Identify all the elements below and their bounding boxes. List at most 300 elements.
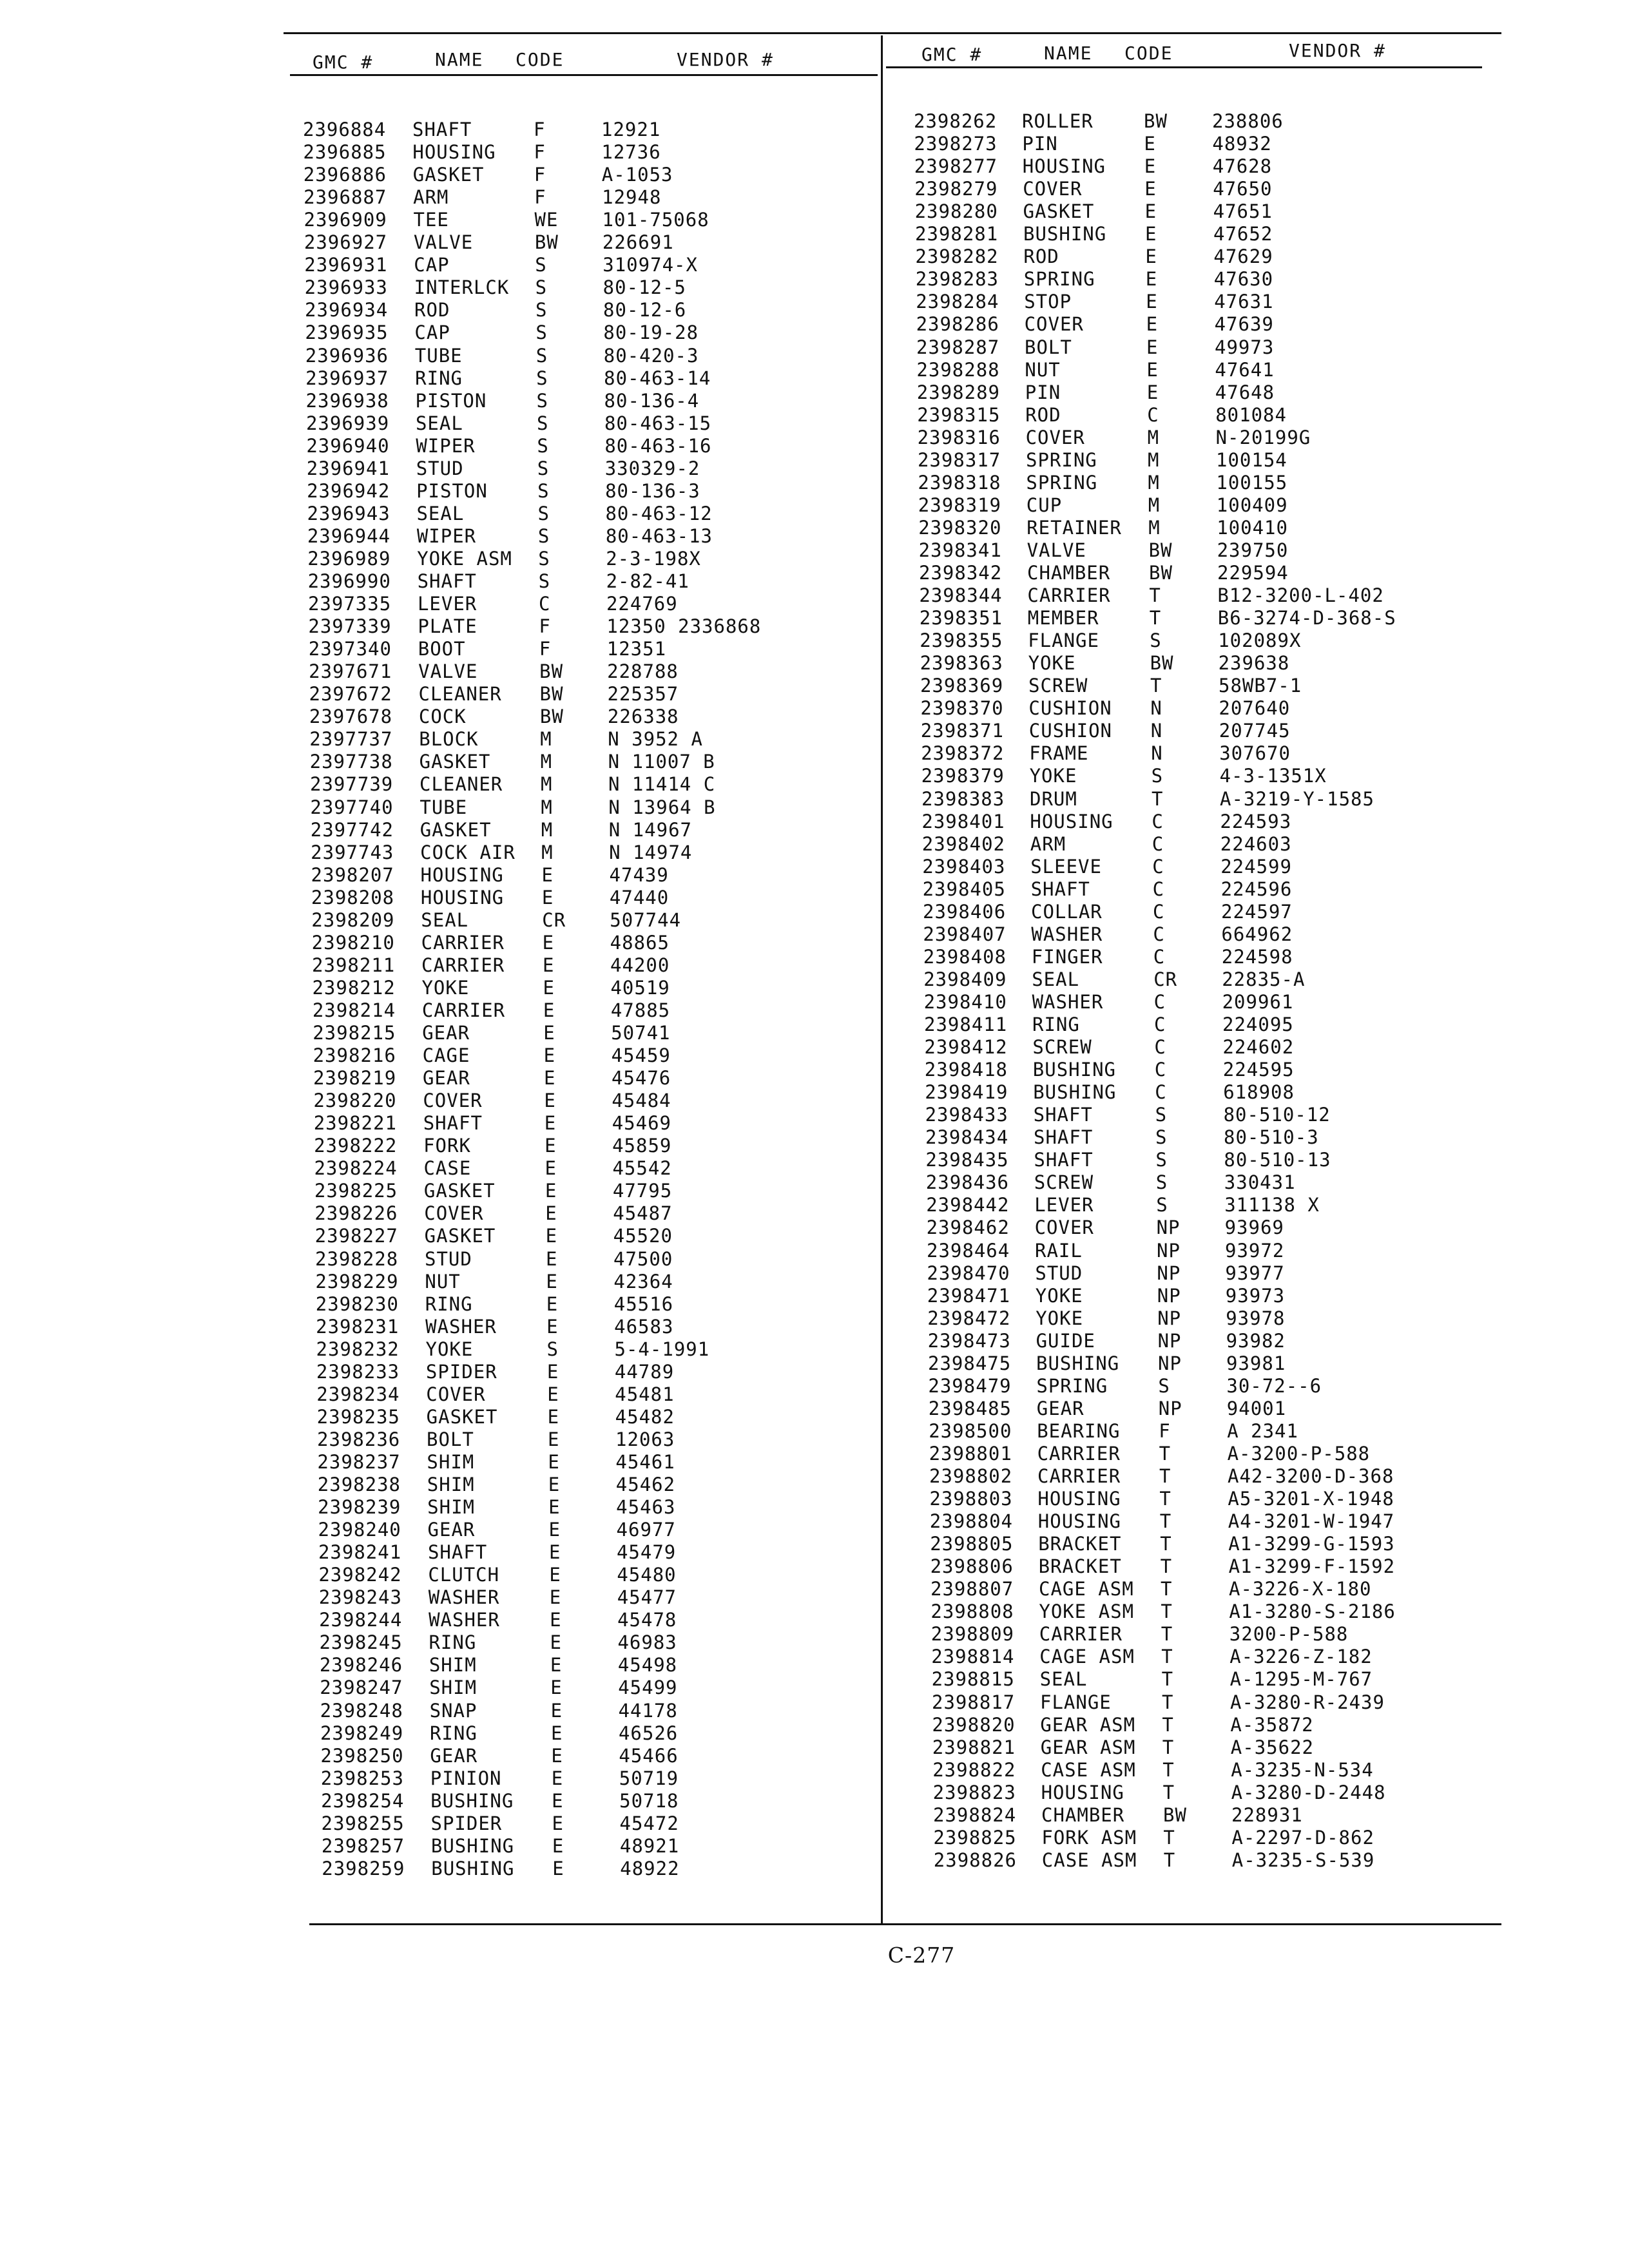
cell-code: S: [1155, 1171, 1168, 1194]
cell-name: HOUSING: [1041, 1781, 1124, 1803]
table-row: [309, 638, 889, 660]
cell-vendor: 45498: [617, 1654, 678, 1677]
cell-vendor: A-35622: [1230, 1736, 1315, 1758]
cell-gmc: 2398808: [930, 1600, 1014, 1623]
cell-code: S: [1155, 1126, 1168, 1149]
cell-vendor: 507744: [610, 908, 682, 931]
cell-gmc: 2398402: [921, 832, 1006, 855]
cell-name: PISTON: [416, 479, 488, 502]
table-row: [304, 231, 884, 253]
cell-name: SCREW: [1032, 1036, 1092, 1059]
cell-code: E: [545, 1157, 557, 1180]
cell-code: M: [540, 728, 552, 751]
table-row: [924, 1036, 1504, 1058]
cell-vendor: 664962: [1221, 923, 1293, 945]
table-row: [931, 1623, 1511, 1645]
cell-name: SHAFT: [1033, 1104, 1093, 1126]
table-row: [914, 110, 1494, 132]
table-row: [304, 186, 883, 208]
cell-gmc: 2397340: [308, 638, 392, 660]
cell-vendor: 48922: [620, 1857, 680, 1879]
cell-vendor: 229594: [1217, 562, 1289, 584]
cell-vendor: 224593: [1220, 810, 1292, 832]
cell-name: SEAL: [416, 502, 465, 524]
right-vendor-header: VENDOR #: [1289, 40, 1386, 61]
cell-name: BUSHING: [1033, 1081, 1117, 1104]
cell-code: E: [544, 1090, 556, 1112]
table-row: [308, 615, 888, 637]
cell-code: C: [1153, 900, 1165, 923]
cell-gmc: 2398369: [920, 675, 1004, 697]
cell-code: S: [535, 322, 548, 344]
table-row: [916, 268, 1496, 290]
cell-name: GEAR: [422, 1067, 470, 1090]
table-row: [928, 1375, 1508, 1397]
table-row: [319, 1609, 899, 1631]
table-row: [307, 503, 887, 524]
cell-code: E: [545, 1135, 557, 1157]
cell-gmc: 2398434: [925, 1126, 1009, 1149]
cell-code: E: [1146, 381, 1159, 403]
cell-code: S: [546, 1338, 559, 1360]
table-row: [320, 1745, 900, 1767]
cell-vendor: 307670: [1219, 742, 1291, 765]
cell-vendor: 45520: [613, 1225, 673, 1247]
cell-gmc: 2396927: [304, 231, 388, 254]
table-row: [921, 720, 1501, 742]
cell-vendor: 46977: [616, 1519, 676, 1541]
table-row: [315, 1225, 895, 1247]
cell-vendor: 47641: [1215, 358, 1275, 381]
cell-name: WASHER: [429, 1609, 500, 1631]
cell-gmc: 2396941: [306, 457, 390, 479]
cell-gmc: 2398408: [923, 945, 1007, 968]
cell-vendor: N-20199G: [1215, 426, 1311, 448]
cell-code: F: [534, 141, 546, 164]
cell-name: CASE ASM: [1041, 1849, 1137, 1871]
table-row: [916, 313, 1496, 335]
cell-name: SPIDER: [430, 1812, 503, 1834]
cell-gmc: 2396942: [307, 479, 390, 502]
cell-gmc: 2398248: [320, 1699, 403, 1722]
table-row: [933, 1782, 1513, 1803]
table-row: [316, 1338, 896, 1360]
cell-name: CLUTCH: [428, 1564, 500, 1586]
cell-vendor: A1-3280-S-2186: [1229, 1600, 1396, 1623]
cell-name: COVER: [424, 1202, 484, 1225]
cell-name: SCREW: [1034, 1171, 1094, 1194]
cell-code: E: [550, 1699, 563, 1722]
cell-name: SCREW: [1028, 675, 1088, 697]
cell-gmc: 2398318: [918, 471, 1001, 494]
cell-name: COVER: [423, 1090, 483, 1112]
right-name-header: NAME: [1044, 43, 1093, 64]
cell-vendor: 47639: [1214, 313, 1274, 336]
cell-vendor: 45469: [612, 1112, 672, 1135]
table-row: [915, 245, 1495, 267]
cell-name: BUSHING: [1023, 223, 1107, 245]
cell-gmc: 2396931: [304, 254, 388, 276]
table-row: [923, 901, 1503, 923]
cell-vendor: 45484: [612, 1090, 671, 1112]
cell-gmc: 2396886: [303, 164, 387, 186]
cell-code: CR: [1153, 968, 1178, 990]
cell-vendor: 93978: [1226, 1307, 1286, 1329]
cell-code: E: [545, 1202, 557, 1225]
cell-gmc: 2398211: [312, 954, 396, 976]
cell-gmc: 2398419: [925, 1081, 1008, 1104]
cell-name: BUSHING: [430, 1789, 514, 1812]
cell-vendor: 224595: [1222, 1059, 1295, 1081]
cell-vendor: N 14974: [609, 841, 693, 863]
cell-code: E: [1144, 178, 1157, 200]
cell-name: HOUSING: [412, 141, 496, 164]
cell-code: E: [548, 1474, 561, 1495]
cell-gmc: 2397672: [309, 683, 392, 706]
top-rule: [284, 32, 1501, 34]
cell-code: S: [535, 299, 548, 322]
cell-gmc: 2398242: [318, 1564, 402, 1586]
cell-vendor: 224095: [1222, 1014, 1294, 1035]
cell-gmc: 2398238: [317, 1474, 401, 1495]
cell-code: E: [550, 1677, 563, 1699]
cell-name: HOUSING: [420, 886, 505, 908]
cell-vendor: 47500: [613, 1247, 673, 1270]
cell-code: N: [1150, 720, 1163, 742]
cell-vendor: 207745: [1219, 720, 1291, 742]
cell-name: BUSHING: [1036, 1352, 1120, 1374]
table-row: [322, 1858, 901, 1879]
cell-name: BUSHING: [1032, 1059, 1117, 1081]
cell-code: E: [547, 1383, 559, 1405]
cell-code: M: [1148, 516, 1161, 539]
cell-name: SNAP: [429, 1699, 477, 1722]
cell-vendor: 618908: [1223, 1081, 1295, 1104]
cell-gmc: 2398282: [915, 245, 999, 268]
cell-vendor: 93973: [1225, 1284, 1286, 1307]
cell-code: E: [546, 1315, 559, 1338]
cell-name: GEAR: [430, 1744, 478, 1767]
table-row: [924, 1014, 1504, 1035]
cell-code: T: [1163, 1849, 1176, 1871]
cell-gmc: 2396909: [304, 209, 387, 231]
cell-code: T: [1159, 1442, 1171, 1465]
cell-name: WIPER: [416, 434, 476, 457]
table-row: [929, 1420, 1509, 1442]
cell-code: T: [1160, 1555, 1173, 1578]
cell-gmc: 2396884: [303, 119, 387, 140]
cell-gmc: 2398216: [313, 1044, 396, 1067]
cell-name: GEAR ASM: [1040, 1713, 1136, 1736]
cell-code: F: [539, 638, 552, 660]
cell-name: PLATE: [418, 615, 477, 638]
cell-gmc: 2398473: [927, 1329, 1011, 1352]
cell-name: CUP: [1026, 494, 1063, 516]
cell-code: T: [1159, 1465, 1171, 1487]
cell-code: E: [1146, 336, 1159, 358]
table-row: [318, 1519, 898, 1541]
cell-name: SPRING: [1036, 1374, 1108, 1397]
cell-code: WE: [534, 209, 559, 231]
cell-gmc: 2398372: [921, 742, 1005, 765]
cell-vendor: 47628: [1212, 155, 1273, 178]
cell-code: E: [548, 1541, 561, 1564]
cell-code: M: [1148, 494, 1161, 516]
cell-vendor: A1-3299-F-1592: [1228, 1555, 1396, 1578]
cell-vendor: 48921: [619, 1834, 680, 1857]
cell-name: CARRIER: [421, 999, 506, 1021]
cell-name: ROD: [414, 299, 450, 322]
table-row: [928, 1352, 1508, 1374]
table-row: [927, 1307, 1507, 1329]
table-row: [921, 811, 1501, 832]
table-row: [914, 133, 1494, 155]
cell-vendor: 101-75068: [602, 209, 709, 231]
table-row: [309, 706, 889, 727]
cell-name: YOKE: [425, 1338, 474, 1360]
table-row: [318, 1474, 898, 1495]
table-row: [313, 1044, 893, 1066]
cell-gmc: 2398479: [928, 1374, 1012, 1397]
cell-gmc: 2398208: [311, 886, 395, 908]
cell-vendor: 30-72--6: [1226, 1374, 1322, 1397]
cell-name: COVER: [1025, 426, 1085, 448]
cell-code: E: [547, 1405, 560, 1428]
cell-name: RING: [425, 1293, 473, 1315]
cell-gmc: 2398283: [915, 268, 999, 291]
table-row: [918, 472, 1498, 494]
cell-gmc: 2398280: [914, 200, 998, 223]
cell-gmc: 2398814: [931, 1646, 1015, 1668]
cell-code: E: [1146, 291, 1158, 313]
cell-gmc: 2398215: [313, 1022, 396, 1044]
cell-vendor: 45477: [617, 1586, 677, 1609]
cell-name: SHAFT: [1034, 1149, 1094, 1171]
cell-name: VALVE: [1027, 539, 1086, 561]
cell-gmc: 2398253: [320, 1767, 404, 1789]
table-row: [920, 629, 1499, 651]
cell-name: GASKET: [412, 164, 485, 186]
cell-name: BOLT: [427, 1428, 474, 1450]
cell-name: FLANGE: [1040, 1691, 1112, 1713]
cell-name: CAP: [414, 322, 450, 344]
cell-name: CARRIER: [1037, 1465, 1121, 1487]
cell-gmc: 2398249: [320, 1722, 404, 1744]
cell-vendor: 228788: [607, 660, 679, 683]
cell-gmc: 2398436: [925, 1171, 1010, 1194]
cell-vendor: 94001: [1226, 1397, 1287, 1419]
cell-name: BUSHING: [430, 1834, 515, 1857]
cell-name: YOKE: [1035, 1284, 1083, 1307]
cell-gmc: 2398341: [918, 539, 1002, 561]
cell-name: GEAR: [422, 1022, 470, 1044]
cell-vendor: 47440: [609, 886, 670, 908]
cell-code: NP: [1156, 1216, 1181, 1239]
cell-gmc: 2398407: [923, 923, 1007, 945]
cell-vendor: 102089X: [1218, 629, 1302, 652]
table-row: [919, 539, 1499, 561]
cell-code: BW: [539, 660, 564, 683]
cell-gmc: 2398257: [321, 1834, 405, 1857]
table-row: [310, 773, 890, 795]
table-row: [315, 1271, 895, 1293]
cell-code: E: [549, 1564, 561, 1586]
cell-gmc: 2396944: [307, 524, 391, 547]
cell-vendor: 311138 X: [1224, 1194, 1320, 1216]
cell-code: E: [551, 1767, 564, 1789]
cell-code: M: [541, 773, 553, 796]
table-row: [311, 909, 891, 931]
cell-gmc: 2398471: [927, 1284, 1011, 1307]
cell-code: S: [1158, 1374, 1170, 1397]
cell-code: NP: [1157, 1329, 1182, 1352]
cell-gmc: 2398815: [931, 1668, 1015, 1691]
cell-code: S: [535, 276, 548, 299]
cell-code: BW: [1148, 539, 1173, 561]
cell-code: T: [1149, 607, 1162, 629]
cell-name: SPRING: [1023, 268, 1095, 291]
cell-vendor: 44789: [614, 1360, 675, 1383]
cell-code: E: [543, 1044, 556, 1067]
cell-gmc: 2398363: [920, 652, 1003, 675]
cell-code: S: [538, 547, 550, 570]
table-row: [923, 968, 1503, 990]
cell-vendor: 80-463-14: [604, 367, 711, 389]
cell-code: C: [1154, 1036, 1166, 1059]
cell-gmc: 2396990: [307, 570, 391, 592]
table-row: [314, 1180, 894, 1202]
cell-vendor: 80-19-28: [603, 322, 699, 344]
cell-name: SHIM: [427, 1496, 476, 1519]
cell-code: T: [1150, 675, 1162, 697]
table-row: [313, 1067, 893, 1089]
table-row: [307, 457, 887, 479]
cell-vendor: 12063: [615, 1428, 675, 1450]
cell-gmc: 2397671: [309, 660, 392, 683]
cell-gmc: 2398220: [313, 1090, 397, 1112]
cell-gmc: 2397740: [310, 796, 394, 818]
cell-vendor: 224598: [1221, 945, 1293, 968]
cell-vendor: A-1295-M-767: [1229, 1668, 1373, 1691]
cell-name: SHAFT: [412, 119, 472, 140]
table-row: [917, 381, 1497, 403]
cell-name: BLOCK: [419, 728, 479, 751]
cell-code: T: [1162, 1736, 1175, 1758]
cell-gmc: 2398379: [921, 765, 1005, 787]
cell-code: E: [548, 1519, 561, 1541]
cell-code: S: [535, 344, 548, 367]
cell-code: C: [1153, 990, 1166, 1013]
cell-name: PIN: [1025, 381, 1061, 403]
table-row: [922, 833, 1502, 855]
cell-gmc: 2398405: [922, 878, 1006, 900]
table-row: [920, 652, 1500, 674]
bottom-rule: [309, 1923, 1501, 1925]
cell-code: E: [546, 1270, 558, 1293]
cell-name: ARM: [413, 186, 449, 209]
cell-vendor: B12-3200-L-402: [1217, 584, 1384, 607]
table-row: [315, 1248, 895, 1270]
cell-code: BW: [1163, 1803, 1187, 1826]
cell-code: S: [1150, 629, 1162, 652]
cell-name: VALVE: [418, 660, 478, 683]
cell-gmc: 2398406: [923, 900, 1007, 923]
cell-code: S: [536, 412, 549, 434]
cell-name: RING: [429, 1722, 477, 1744]
cell-vendor: 45516: [613, 1293, 674, 1315]
cell-name: GASKET: [424, 1225, 496, 1247]
cell-gmc: 2398277: [914, 155, 998, 178]
cell-gmc: 2398289: [916, 381, 1001, 403]
cell-name: CAGE ASM: [1039, 1646, 1135, 1668]
cell-vendor: 46983: [617, 1631, 677, 1654]
cell-vendor: 4-3-1351X: [1219, 765, 1327, 787]
cell-code: E: [548, 1428, 560, 1450]
table-row: [918, 517, 1498, 539]
cell-name: TUBE: [419, 796, 468, 818]
table-row: [317, 1428, 897, 1450]
cell-gmc: 2398410: [923, 990, 1007, 1013]
table-row: [929, 1443, 1509, 1465]
cell-name: SHAFT: [427, 1541, 488, 1564]
cell-name: VALVE: [413, 231, 474, 254]
cell-gmc: 2398806: [930, 1555, 1014, 1578]
cell-name: HOUSING: [1037, 1510, 1122, 1533]
cell-gmc: 2398412: [924, 1036, 1008, 1059]
table-row: [311, 887, 891, 908]
cell-gmc: 2398319: [918, 494, 1002, 516]
cell-vendor: A-3219-Y-1585: [1220, 787, 1374, 810]
cell-name: CAP: [414, 254, 450, 276]
table-row: [316, 1361, 896, 1383]
table-row: [927, 1216, 1507, 1238]
cell-vendor: A 2341: [1227, 1419, 1298, 1442]
cell-name: YOKE: [1036, 1307, 1084, 1329]
table-row: [306, 390, 886, 412]
cell-code: E: [1145, 268, 1158, 291]
cell-gmc: 2398212: [312, 976, 396, 999]
table-row: [311, 841, 891, 863]
cell-gmc: 2398233: [316, 1360, 400, 1383]
cell-vendor: 47629: [1213, 245, 1273, 268]
cell-name: INTERLCK: [414, 276, 510, 299]
cell-vendor: 80-463-12: [605, 502, 713, 524]
table-row: [318, 1564, 898, 1586]
table-row: [925, 1126, 1505, 1148]
cell-gmc: 2396934: [305, 299, 389, 322]
cell-name: HOUSING: [1037, 1488, 1121, 1510]
cell-gmc: 2398820: [932, 1713, 1016, 1736]
cell-vendor: A-3280-R-2439: [1230, 1691, 1385, 1713]
cell-name: STUD: [416, 457, 464, 479]
cell-vendor: 330431: [1224, 1171, 1296, 1194]
cell-gmc: 2398805: [930, 1533, 1014, 1555]
cell-name: DRUM: [1030, 787, 1077, 810]
cell-gmc: 2397737: [309, 728, 393, 751]
cell-code: E: [546, 1360, 559, 1383]
cell-vendor: 80-510-13: [1224, 1149, 1331, 1171]
cell-vendor: 47652: [1213, 223, 1273, 245]
cell-gmc: 2397335: [307, 593, 392, 615]
table-row: [312, 954, 892, 976]
cell-name: MEMBER: [1027, 607, 1099, 629]
cell-name: PIN: [1022, 133, 1058, 155]
cell-gmc: 2398286: [916, 313, 999, 336]
cell-code: E: [550, 1609, 562, 1631]
cell-gmc: 2396933: [304, 276, 388, 299]
table-row: [920, 675, 1500, 697]
cell-vendor: 12736: [601, 141, 661, 164]
